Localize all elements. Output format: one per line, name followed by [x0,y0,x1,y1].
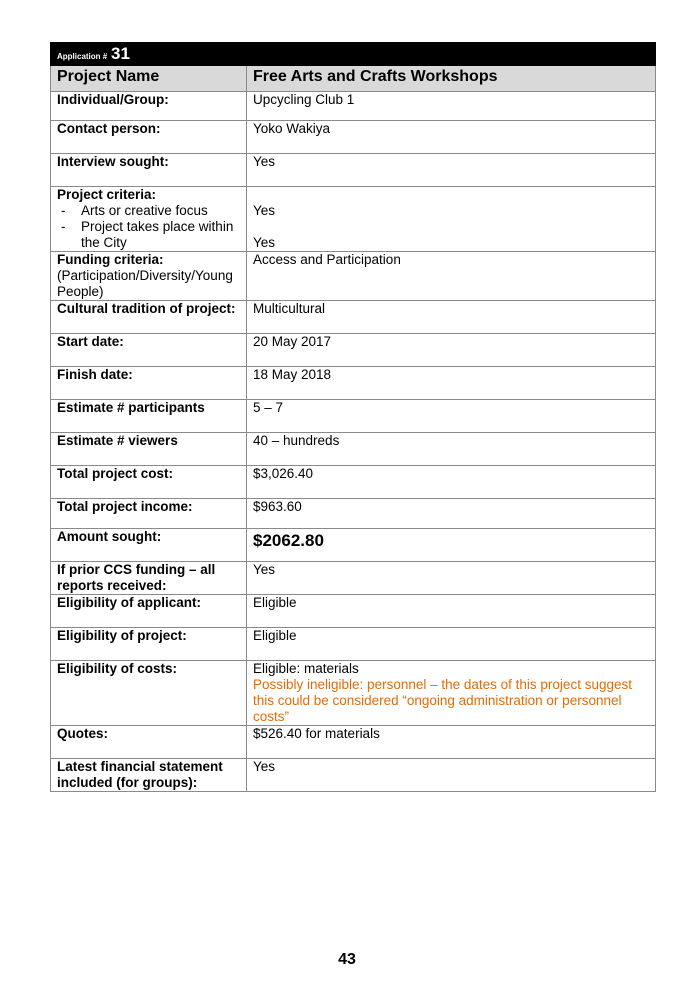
page-number: 43 [338,951,356,968]
interview-sought-value: Yes [247,154,656,187]
prior-funding-value: Yes [247,562,656,595]
amount-sought-cell [247,529,656,562]
interview-sought-label: Interview sought: [51,154,247,187]
quotes-value: $526.40 for materials [247,726,656,759]
financial-statement-label: Latest financial statement included (for groups): [51,759,247,792]
eligibility-costs-note: Possibly ineligible: personnel – the dates of this project suggest this could be considered “ongoing administration or personnel costs” [253,677,632,724]
project-criteria-list [57,203,240,251]
finish-date-label: Finish date: [51,367,247,400]
eligibility-applicant-label: Eligibility of applicant: [51,595,247,628]
eligibility-project-label: Eligibility of project: [51,628,247,661]
row-eligibility-applicant [51,595,656,628]
application-header-blank [247,43,656,66]
total-project-income-label: Total project income: [51,499,247,529]
row-cultural-tradition [51,301,656,334]
funding-criteria-label: Funding criteria: [57,252,164,267]
cultural-tradition-value: Multicultural [247,301,656,334]
row-interview-sought [51,154,656,187]
quotes-label: Quotes: [51,726,247,759]
eligibility-costs-value: Eligible: materials [253,661,359,676]
row-project-criteria [51,187,656,252]
row-eligibility-project [51,628,656,661]
application-number: 31 [111,44,130,63]
project-criteria-item: - Project takes place within the City [57,219,240,251]
row-financial-statement [51,759,656,792]
row-individual-group [51,92,656,121]
amount-sought-value: $2062.80 [253,531,324,550]
application-table [50,42,656,792]
funding-criteria-cell [51,252,247,301]
eligibility-project-value: Eligible [247,628,656,661]
amount-sought-label: Amount sought: [51,529,247,562]
row-total-project-cost [51,466,656,499]
eligibility-costs-label: Eligibility of costs: [51,661,247,726]
total-project-income-value: $963.60 [247,499,656,529]
total-project-cost-value: $3,026.40 [247,466,656,499]
prior-funding-label: If prior CCS funding – all reports received: [51,562,247,595]
application-number-label: Application # [57,52,108,61]
estimate-viewers-label: Estimate # viewers [51,433,247,466]
estimate-participants-value: 5 – 7 [247,400,656,433]
start-date-value: 20 May 2017 [247,334,656,367]
project-criteria-cell [51,187,247,252]
funding-criteria-sublabel: (Participation/Diversity/Young People) [57,268,233,299]
row-quotes [51,726,656,759]
total-project-cost-label: Total project cost: [51,466,247,499]
estimate-participants-label: Estimate # participants [51,400,247,433]
contact-person-value: Yoko Wakiya [247,121,656,154]
row-start-date [51,334,656,367]
contact-person-label: Contact person: [51,121,247,154]
row-prior-funding [51,562,656,595]
row-finish-date [51,367,656,400]
individual-group-label: Individual/Group: [51,92,247,121]
individual-group-value: Upcycling Club 1 [247,92,656,121]
row-total-project-income [51,499,656,529]
cultural-tradition-label: Cultural tradition of project: [51,301,247,334]
row-estimate-viewers [51,433,656,466]
project-criteria-value-arts: Yes [253,203,276,218]
row-funding-criteria [51,252,656,301]
row-estimate-participants [51,400,656,433]
project-criteria-value-city: Yes [253,235,276,250]
project-criteria-label: Project criteria: [57,187,157,202]
funding-criteria-value: Access and Participation [247,252,656,301]
eligibility-costs-cell [247,661,656,726]
row-amount-sought [51,529,656,562]
estimate-viewers-value: 40 – hundreds [247,433,656,466]
row-eligibility-costs [51,661,656,726]
project-name-value: Free Arts and Crafts Workshops [247,66,656,92]
start-date-label: Start date: [51,334,247,367]
finish-date-value: 18 May 2018 [247,367,656,400]
project-name-label: Project Name [51,66,247,92]
financial-statement-value: Yes [247,759,656,792]
application-number-cell [51,43,247,66]
application-header-row [51,43,656,66]
project-criteria-item: - Arts or creative focus [57,203,240,219]
row-contact-person [51,121,656,154]
eligibility-applicant-value: Eligible [247,595,656,628]
project-criteria-values [247,187,656,252]
project-name-row [51,66,656,92]
